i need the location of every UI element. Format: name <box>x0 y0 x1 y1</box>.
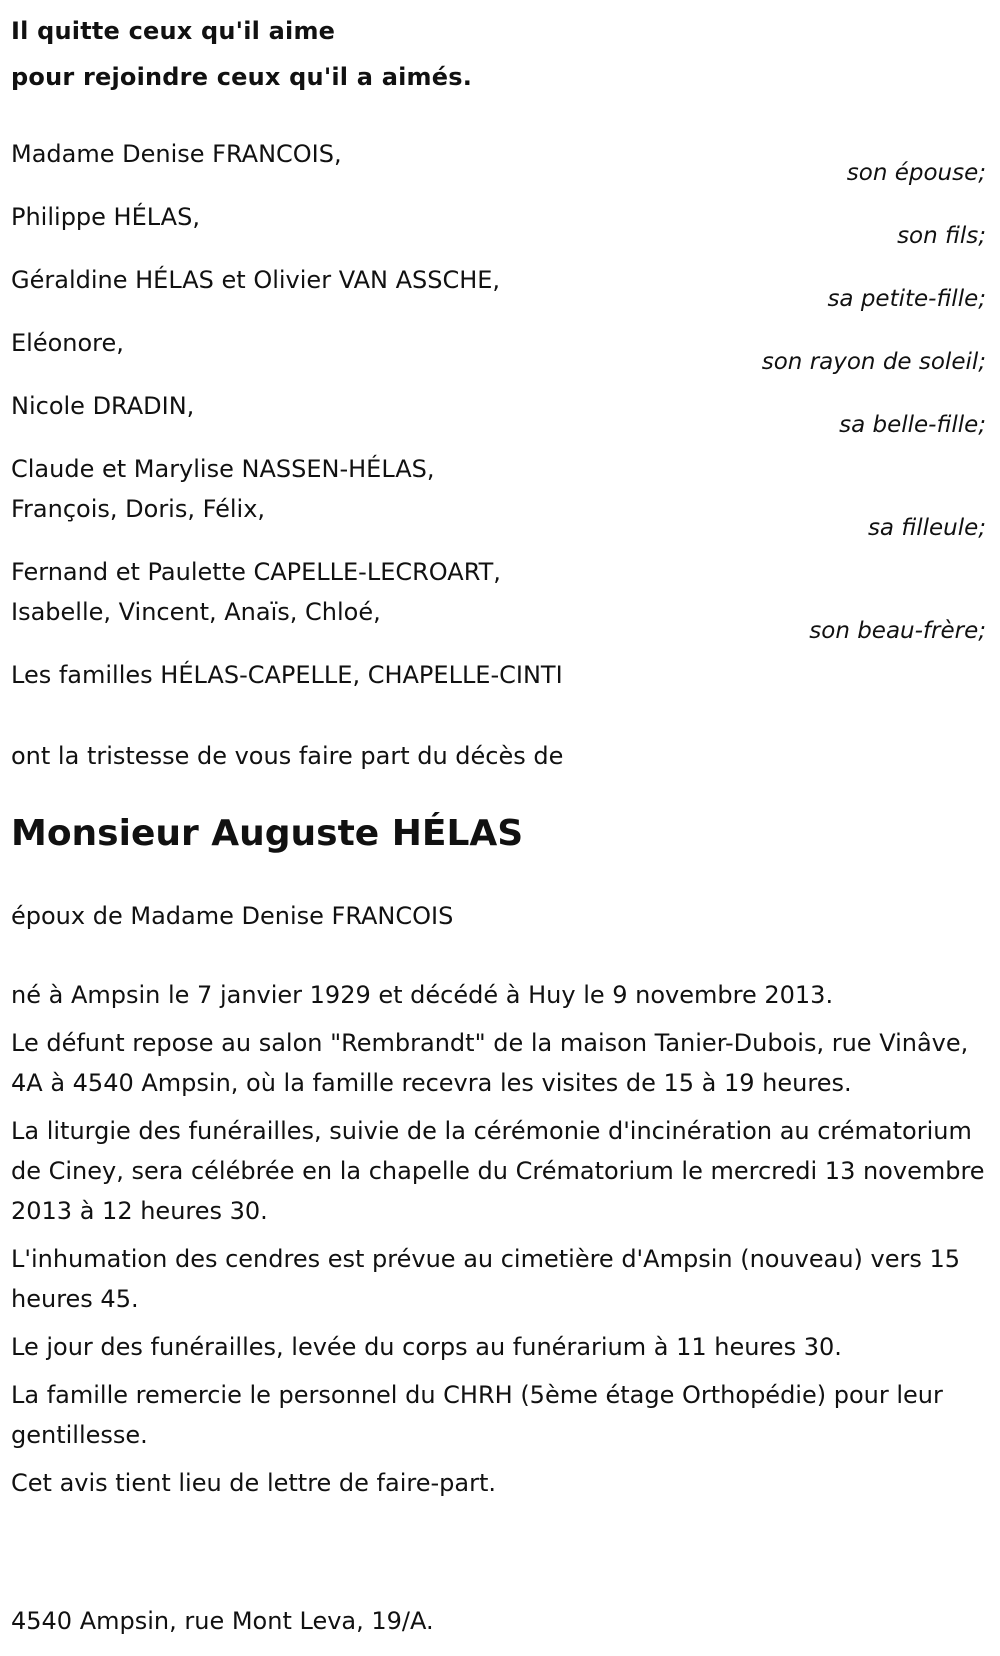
family-member-name: Madame Denise FRANCOIS, <box>11 140 342 168</box>
family-member-names <box>11 655 986 695</box>
family-member-name: François, Doris, Félix, <box>11 495 266 523</box>
family-member <box>11 655 986 695</box>
family-member-name: Isabelle, Vincent, Anaïs, Chloé, <box>11 598 381 626</box>
family-member-relation: son rayon de soleil; <box>761 349 986 375</box>
deceased-name: Monsieur Auguste HÉLAS <box>11 813 524 854</box>
funeral-details <box>11 975 986 1511</box>
family-member <box>11 386 986 449</box>
family-member-names <box>11 197 986 237</box>
epigraph-line-2: pour rejoindre ceux qu'il a aimés. <box>11 63 473 91</box>
family-member <box>11 323 986 386</box>
detail-paragraph: né à Ampsin le 7 janvier 1929 et décédé à Huy le 9 novembre 2013. <box>11 981 834 1009</box>
detail-paragraph: L'inhumation des cendres est prévue au cimetière d'Ampsin (nouveau) vers 15 heures 45. <box>11 1245 961 1313</box>
family-member-relation: sa belle-fille; <box>839 412 986 438</box>
family-member-name: Philippe HÉLAS, <box>11 203 200 231</box>
family-address: 4540 Ampsin, rue Mont Leva, 19/A. <box>11 1607 434 1635</box>
family-member-relation: sa filleule; <box>867 515 986 541</box>
family-member-names <box>11 449 986 529</box>
family-member <box>11 134 986 197</box>
family-member-name: Eléonore, <box>11 329 124 357</box>
detail-paragraph: Cet avis tient lieu de lettre de faire-part. <box>11 1469 496 1497</box>
family-list <box>11 134 986 695</box>
family-member <box>11 260 986 323</box>
detail-paragraph: Le jour des funérailles, levée du corps au funérarium à 11 heures 30. <box>11 1333 842 1361</box>
detail-paragraph: La famille remercie le personnel du CHRH (5ème étage Orthopédie) pour leur gentillesse. <box>11 1381 943 1449</box>
announcement-intro: ont la tristesse de vous faire part du décès de <box>11 742 564 770</box>
family-member <box>11 197 986 260</box>
family-member-name: Nicole DRADIN, <box>11 392 195 420</box>
family-member <box>11 552 986 655</box>
detail-paragraph: La liturgie des funérailles, suivie de la cérémonie d'incinération au crématorium de Ciney, sera célébrée en la chapelle du Crématorium le mercredi 13 novembre 2013 à 12 heures 30. <box>11 1117 985 1225</box>
family-member-name: Les familles HÉLAS-CAPELLE, CHAPELLE-CINTI <box>11 661 563 689</box>
family-member-name: Fernand et Paulette CAPELLE-LECROART, <box>11 558 501 586</box>
family-member-relation: sa petite-fille; <box>827 286 986 312</box>
detail-paragraph: Le défunt repose au salon "Rembrandt" de la maison Tanier-Dubois, rue Vinâve, 4A à 4540 Ampsin, où la famille recevra les visites de 15 à 19 heures. <box>11 1029 969 1097</box>
family-member <box>11 449 986 552</box>
spouse-line: époux de Madame Denise FRANCOIS <box>11 902 454 930</box>
family-member-relation: son beau-frère; <box>809 618 986 644</box>
family-member-name: Claude et Marylise NASSEN-HÉLAS, <box>11 455 435 483</box>
family-member-names <box>11 134 986 174</box>
family-member-relation: son épouse; <box>846 160 986 186</box>
epigraph-line-1: Il quitte ceux qu'il aime <box>11 17 336 45</box>
family-member-relation: son fils; <box>897 223 986 249</box>
family-member-name: Géraldine HÉLAS et Olivier VAN ASSCHE, <box>11 266 501 294</box>
epigraph <box>11 8 472 100</box>
